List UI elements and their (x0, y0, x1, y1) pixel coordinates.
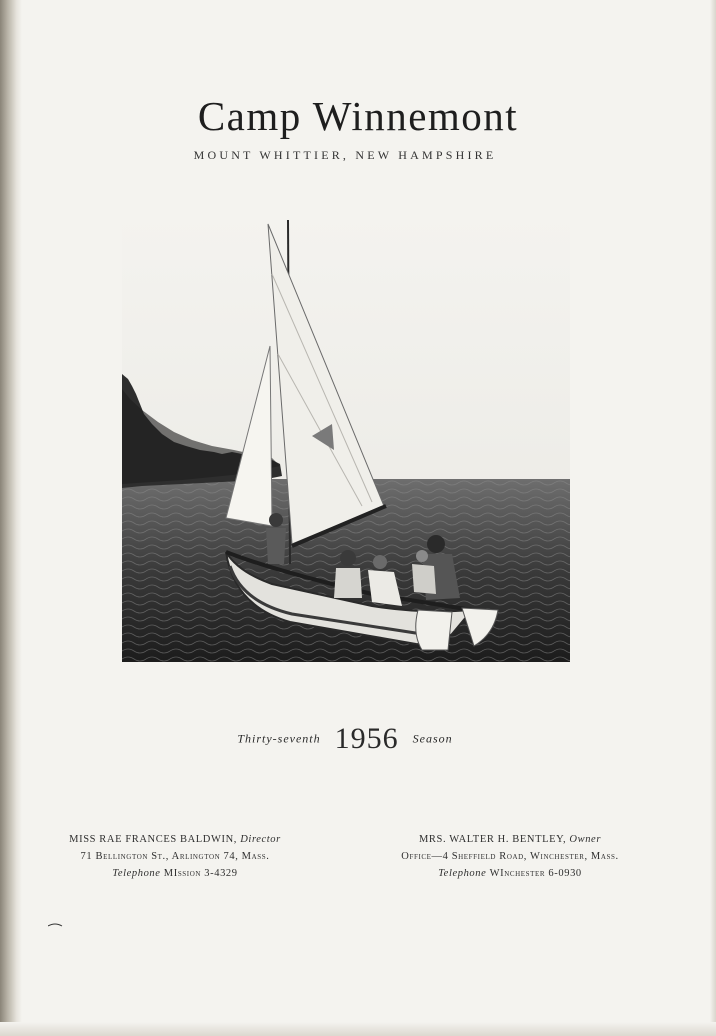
owner-phone: WInchester 6-0930 (489, 868, 582, 879)
owner-phone-label: Telephone (438, 868, 487, 879)
owner-name: MRS. WALTER H. BENTLEY, (418, 834, 567, 845)
director-contact (40, 831, 310, 882)
owner-role: Owner (569, 834, 602, 845)
director-role: Director (240, 834, 281, 845)
director-name-line (40, 831, 310, 848)
page-right-edge (710, 0, 716, 1036)
owner-address: Office—4 Sheffield Road, Winchester, Mass. (401, 851, 619, 862)
director-phone-line (40, 865, 310, 882)
director-phone: MIssion 3-4329 (163, 868, 238, 879)
page-title: Camp Winnemont (197, 93, 519, 139)
director-phone-label: Telephone (112, 868, 161, 879)
owner-contact (360, 831, 660, 882)
director-name: MISS RAE FRANCES BALDWIN, (69, 834, 238, 845)
decorative-rule (48, 919, 646, 933)
director-address: 71 Bellington St., Arlington 74, Mass. (80, 851, 270, 862)
season-ordinal: Thirty-seventh (237, 731, 321, 746)
owner-phone-line (360, 865, 660, 882)
season-label: Season (412, 731, 453, 746)
season-line (0, 722, 690, 756)
page-bottom-edge (0, 1022, 716, 1036)
sailboat-photo (122, 214, 570, 662)
season-year: 1956 (334, 722, 399, 755)
location-subtitle: MOUNT WHITTIER, NEW HAMPSHIRE (193, 148, 497, 162)
owner-name-line (360, 831, 660, 848)
